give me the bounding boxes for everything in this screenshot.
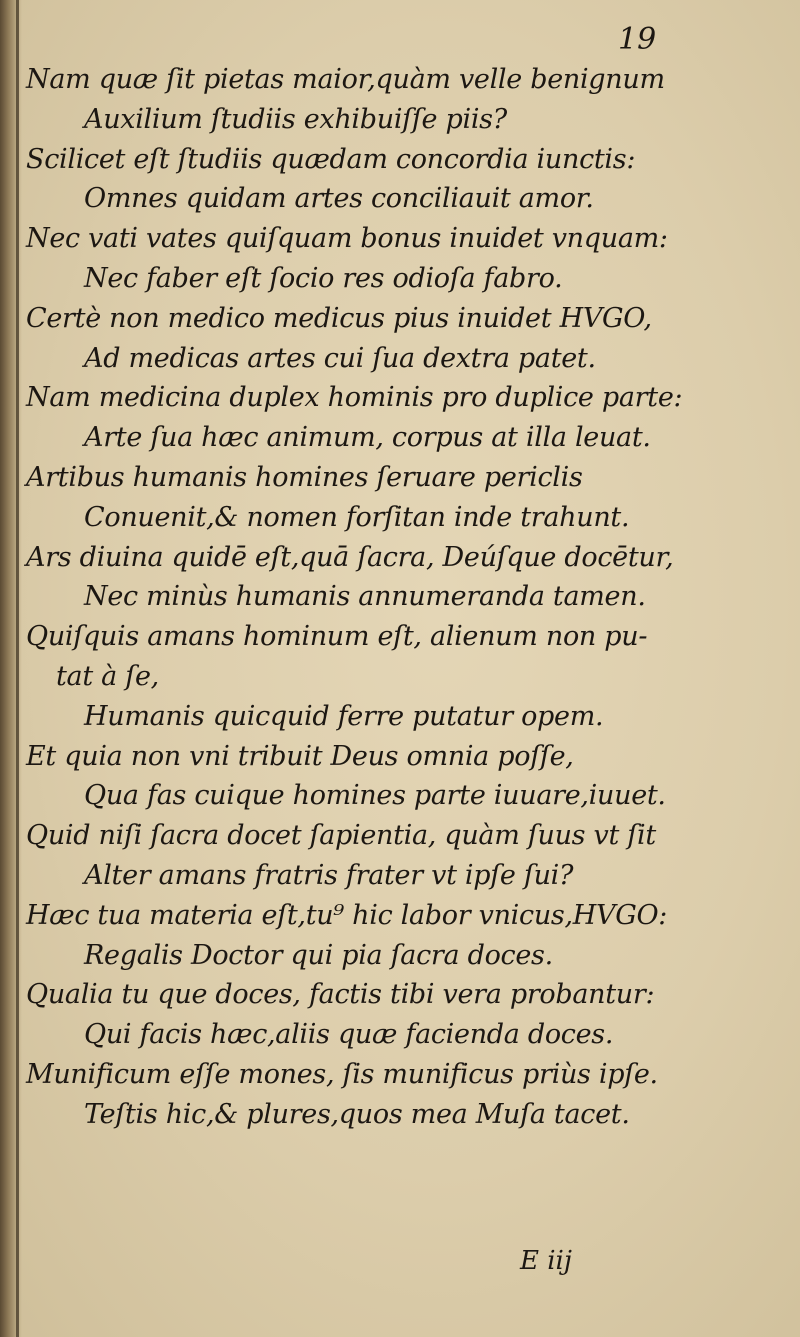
verse-line: Qui facis hæc,aliis quæ facienda doces. xyxy=(84,1019,614,1051)
page-number: 19 xyxy=(618,22,657,57)
verse-line: Auxilium ſtudiis exhibuiſſe piis? xyxy=(84,103,507,135)
verse-line: Quid niſi ſacra docet ſapientia, quàm ſuus vt ſit xyxy=(26,820,656,852)
verse-line: Nec minùs humanis annumeranda tamen. xyxy=(84,581,646,613)
poem-text xyxy=(26,60,786,1135)
verse-line: Arte ſua hæc animum, corpus at illa leuat. xyxy=(84,422,651,454)
verse-line: Nec vati vates quiſquam bonus inuidet vnquam: xyxy=(26,223,668,255)
verse-line: Omnes quidam artes conciliauit amor. xyxy=(84,183,594,215)
verse-line: Teſtis hic,& plures,quos mea Muſa tacet. xyxy=(84,1098,630,1130)
verse-line: Nec faber eſt ſocio res odioſa fabro. xyxy=(84,262,563,294)
signature-mark: E iij xyxy=(520,1246,572,1276)
verse-line: Humanis quicquid ferre putatur opem. xyxy=(84,700,604,732)
gutter-line xyxy=(16,0,19,1337)
verse-line: Artibus humanis homines ſeruare periclis xyxy=(26,461,583,493)
verse-line: Ad medicas artes cui ſua dextra patet. xyxy=(84,342,596,374)
verse-line: Regalis Doctor qui pia ſacra doces. xyxy=(84,939,553,971)
verse-line: Ars diuina quidē eſt,quā ſacra, Deúſque docētur, xyxy=(26,541,674,573)
verse-line: Nam medicina duplex hominis pro duplice parte: xyxy=(26,382,683,414)
verse-line: Qualia tu que doces, factis tibi vera probantur: xyxy=(26,979,655,1011)
verse-line: Scilicet eſt ſtudiis quædam concordia iunctis: xyxy=(26,143,636,175)
verse-line: Munificum eſſe mones, ſis munificus priùs ipſe. xyxy=(26,1058,658,1090)
verse-line: tat à ſe, xyxy=(56,660,159,692)
verse-line: Nam quæ ſit pietas maior,quàm velle benignum xyxy=(26,64,665,95)
verse-line: Alter amans fratris frater vt ipſe ſui? xyxy=(84,859,574,891)
verse-line: Conuenit,& nomen forſitan inde trahunt. xyxy=(84,501,630,533)
verse-line: Certè non medico medicus pius inuidet HVGO, xyxy=(26,302,652,334)
verse-line: Quiſquis amans hominum eſt, alienum non pu- xyxy=(26,621,648,653)
verse-line: Qua fas cuique homines parte iuuare,iuuet. xyxy=(84,780,666,812)
verse-line: Hæc tua materia eſt,tu⁹ hic labor vnicus,HVGO: xyxy=(26,899,668,931)
verse-line: Et quia non vni tribuit Deus omnia poſſe, xyxy=(26,740,574,772)
